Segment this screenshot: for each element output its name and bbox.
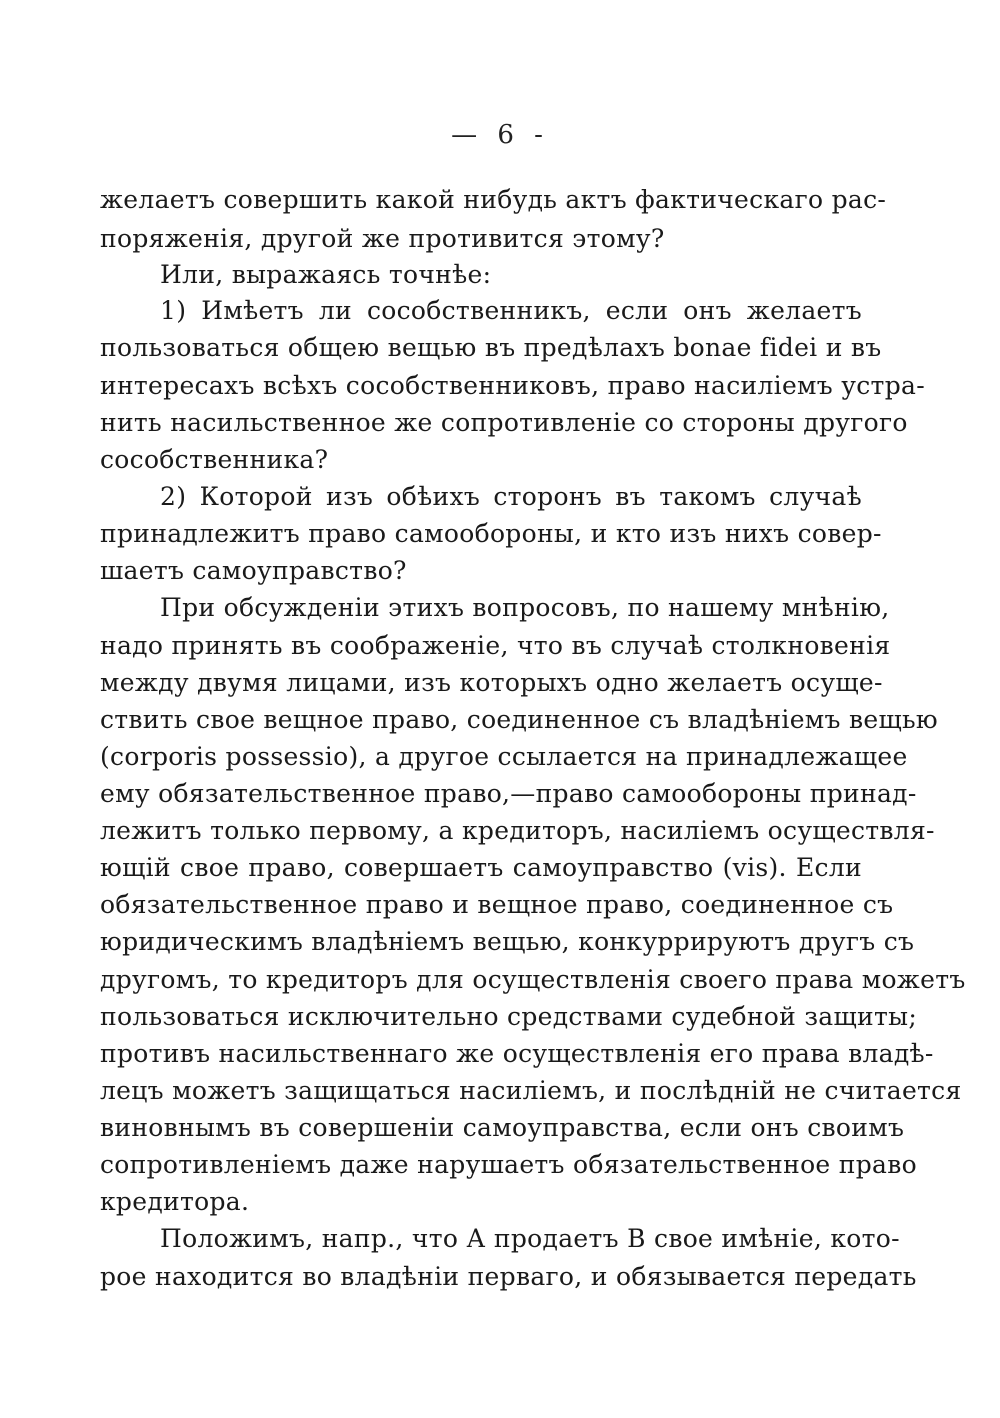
text-line: лецъ можетъ защищаться насиліемъ, и послѣдній не считается <box>100 1076 962 1105</box>
text-line: рое находится во владѣніи перваго, и обязывается передать <box>100 1262 917 1291</box>
text-line: интересахъ всѣхъ сособственниковъ, право насиліемъ устра- <box>100 371 925 400</box>
text-line: шаетъ самоуправство? <box>100 556 407 585</box>
text-line: сособственника? <box>100 445 329 474</box>
text-line: между двумя лицами, изъ которыхъ одно желаетъ осуще- <box>100 668 883 697</box>
text-line: 2) Которой изъ обѣихъ сторонъ въ такомъ случаѣ <box>160 482 862 511</box>
text-line: поряженія, другой же противится этому? <box>100 224 665 253</box>
text-line: желаетъ совершить какой нибудь актъ фактическаго рас- <box>100 185 887 214</box>
text-line: другомъ, то кредиторъ для осуществленія своего права можетъ <box>100 965 966 994</box>
text-line: Положимъ, напр., что А продаетъ В свое имѣніе, кото- <box>160 1224 900 1253</box>
text-line: кредитора. <box>100 1187 250 1216</box>
text-line: 1) Имѣетъ ли сособственникъ, если онъ желаетъ <box>160 296 862 325</box>
text-line: сопротивленіемъ даже нарушаетъ обязательственное право <box>100 1150 917 1179</box>
text-line: противъ насильственнаго же осуществленія его права владѣ- <box>100 1039 934 1068</box>
text-line: юридическимъ владѣніемъ вещью, конкуррируютъ другъ съ <box>100 927 915 956</box>
text-line: Или, выражаясь точнѣе: <box>160 260 492 289</box>
page-number: — 6 - <box>451 120 549 150</box>
text-line: надо принять въ соображеніе, что въ случаѣ столкновенія <box>100 631 891 660</box>
text-line: лежитъ только первому, а кредиторъ, насиліемъ осуществля- <box>100 816 935 845</box>
text-line: нить насильственное же сопротивленіе со стороны другого <box>100 408 908 437</box>
text-line: принадлежитъ право самообороны, и кто изъ нихъ совер- <box>100 519 882 548</box>
text-line: ющій свое право, совершаетъ самоуправство (vis). Если <box>100 853 862 882</box>
text-line: (corporis possessio), а другое ссылается на принадлежащее <box>100 742 908 771</box>
text-line: пользоваться общею вещью въ предѣлахъ bonae fidei и въ <box>100 333 882 362</box>
text-line: ему обязательственное право,—право самообороны принад- <box>100 779 917 808</box>
text-line: обязательственное право и вещное право, соединенное съ <box>100 890 894 919</box>
text-line: виновнымъ въ совершеніи самоуправства, если онъ своимъ <box>100 1113 905 1142</box>
text-line: ствить свое вещное право, соединенное съ владѣніемъ вещью <box>100 705 938 734</box>
text-line: пользоваться исключительно средствами судебной защиты; <box>100 1002 918 1031</box>
text-line: При обсужденіи этихъ вопросовъ, по нашему мнѣнію, <box>160 593 890 622</box>
